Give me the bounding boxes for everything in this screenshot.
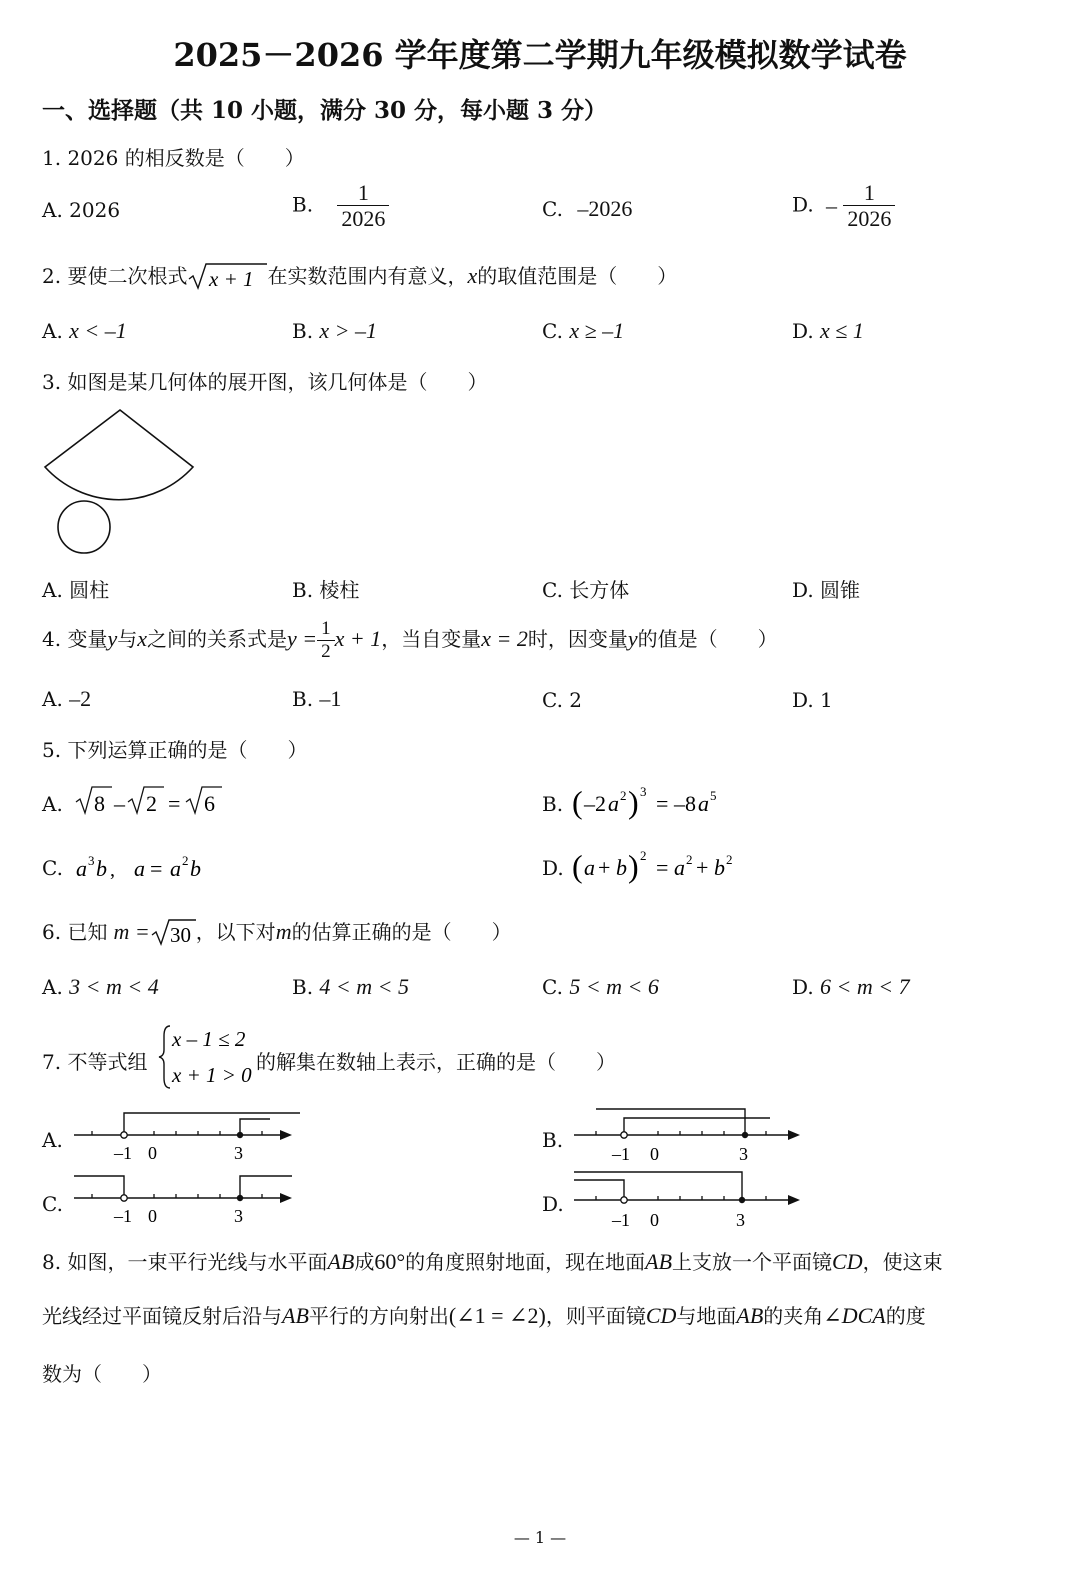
q7-stem-1: 7. 不等式组 — [42, 1050, 148, 1074]
q4-text-3: 之间的关系式是 — [146, 626, 287, 651]
q8-line-2 — [42, 1300, 926, 1329]
q2-b-label: B. — [292, 319, 314, 343]
svg-text:=: = — [150, 856, 163, 881]
q7-a-label: A. — [42, 1128, 63, 1152]
q6-text-2: ，以下对 — [195, 920, 276, 944]
svg-text:=: = — [168, 791, 181, 816]
svg-text:6: 6 — [204, 791, 215, 816]
q6-option-a — [42, 974, 159, 1000]
svg-text:–2: –2 — [584, 791, 606, 816]
svg-text:a: a — [698, 791, 709, 816]
q2-stem-mid: 在实数范围内有意义， — [267, 264, 468, 288]
svg-text:(: ( — [572, 848, 583, 884]
q2-option-c — [542, 318, 624, 344]
svg-text:3: 3 — [640, 784, 647, 799]
q4-frac-num: 1 — [317, 618, 335, 641]
q4-text-2: 与 — [117, 626, 138, 651]
q2-option-b — [292, 318, 377, 344]
q2-a-label: A. — [42, 319, 63, 343]
svg-text:+: + — [598, 855, 611, 880]
svg-text:): ) — [628, 784, 639, 820]
q4-option-c: C. 2 — [542, 688, 583, 712]
q6-stem — [42, 916, 512, 947]
q7-b-tick-3: 3 — [739, 1144, 748, 1164]
q8-line-1 — [42, 1246, 943, 1275]
q8-text-2: 成 — [354, 1250, 375, 1274]
q1-b-den: 2026 — [341, 206, 386, 232]
q7-d-tick-0: 0 — [650, 1210, 659, 1230]
q7-system — [158, 1022, 258, 1092]
q8-text-8: ，则平面镜 — [545, 1304, 646, 1328]
q5-b-label: B. — [542, 792, 564, 816]
q6-option-b — [292, 974, 409, 1000]
q2-stem — [42, 260, 677, 291]
q4-var-y-2: y — [627, 625, 638, 651]
q4-condition: x = 2 — [481, 625, 528, 651]
q4-option-a — [42, 686, 91, 712]
q6-b-value: 4 < m < 5 — [319, 974, 410, 999]
q8-text-7: 平行的方向射出 — [308, 1304, 449, 1328]
q8-ab-2: AB — [645, 1249, 673, 1274]
svg-text:–8: –8 — [674, 791, 696, 816]
q1-d-den: 2026 — [847, 206, 892, 232]
q8-cd-2: CD — [645, 1303, 677, 1328]
q8-text-4: 上支放一个平面镜 — [672, 1250, 833, 1274]
q2-b-value: x > –1 — [319, 318, 378, 343]
q8-ab-3: AB — [282, 1303, 309, 1328]
svg-text:8: 8 — [94, 791, 105, 816]
q7-option-c-numberline — [70, 1168, 310, 1234]
q2-radical — [187, 261, 267, 291]
svg-text:2: 2 — [146, 791, 157, 816]
svg-text:b: b — [714, 855, 725, 880]
q2-d-value: x ≤ 1 — [820, 318, 864, 343]
section-heading: 一、选择题（共 10 小题，满分 30 分，每小题 3 分） — [42, 97, 608, 124]
q5-d-label: D. — [542, 856, 564, 880]
q4-b-label: B. — [292, 687, 314, 711]
q3-stem: 3. 如图是某几何体的展开图，该几何体是（ ） — [42, 370, 488, 394]
q7-a-tick-neg1: –1 — [114, 1143, 132, 1163]
q3-option-a: A. 圆柱 — [42, 578, 110, 602]
q8-angle: 60° — [374, 1249, 406, 1274]
svg-text:(: ( — [572, 784, 583, 820]
svg-text:=: = — [656, 791, 669, 816]
q7-option-a-numberline — [70, 1102, 310, 1168]
q1-b-num: 1 — [337, 180, 389, 206]
q2-option-a — [42, 318, 127, 344]
q7-a-tick-3: 3 — [234, 1143, 243, 1163]
q6-radical — [150, 917, 196, 947]
q8-text-5: ，使这束 — [862, 1250, 943, 1274]
svg-text:2: 2 — [620, 788, 627, 803]
q8-text-1: 8. 如图，一束平行光线与水平面 — [42, 1250, 328, 1274]
q5-stem: 5. 下列运算正确的是（ ） — [42, 738, 308, 762]
q7-b-tick-neg1: –1 — [612, 1144, 630, 1164]
svg-text:b: b — [96, 856, 107, 881]
q7-c-tick-neg1: –1 — [114, 1206, 132, 1226]
q6-c-value: 5 < m < 6 — [569, 974, 659, 999]
q4-eq-lhs: y = — [286, 625, 318, 651]
q3-base-circle — [58, 501, 110, 553]
q7-option-b-numberline — [570, 1102, 810, 1168]
q7-d-tick-neg1: –1 — [612, 1210, 630, 1230]
svg-text:2: 2 — [640, 848, 647, 863]
q1-c-value: –2026 — [577, 196, 633, 221]
q7-b-tick-0: 0 — [650, 1144, 659, 1164]
q4-option-d: D. 1 — [792, 688, 833, 712]
q8-angle-dca: ∠DCA — [823, 1303, 886, 1328]
q7-d-label: D. — [542, 1192, 564, 1216]
svg-text:–: – — [114, 791, 125, 816]
q2-c-label: C. — [542, 319, 563, 343]
q2-stem-post: 的取值范围是（ ） — [477, 264, 678, 288]
q5-option-a-expr — [72, 780, 222, 820]
q4-option-b — [292, 686, 341, 712]
q1-option-c — [542, 196, 632, 222]
q7-ineq-2: x + 1 > 0 — [172, 1063, 252, 1087]
svg-text:a: a — [170, 856, 181, 881]
q5-option-b-expr — [570, 778, 740, 822]
svg-text:+: + — [696, 855, 709, 880]
q4-var-x: x — [137, 625, 147, 651]
q8-text-11: 的度 — [885, 1304, 926, 1328]
q4-eq-rhs: x + 1 — [334, 625, 382, 651]
q4-text-4: ，当自变量 — [381, 626, 482, 651]
q4-a-value: –2 — [69, 686, 92, 711]
svg-text:b: b — [190, 856, 201, 881]
q6-option-c — [542, 974, 659, 1000]
q4-text-5: 时，因变量 — [527, 626, 628, 651]
q5-option-d-expr — [570, 842, 760, 886]
q4-text-1: 4. 变量 — [42, 626, 108, 651]
q3-net-figure — [40, 405, 200, 560]
svg-text:a: a — [134, 856, 145, 881]
q8-ab-4: AB — [736, 1303, 764, 1328]
q6-radicand: 30 — [169, 923, 191, 947]
q6-var-m: m — [275, 919, 292, 944]
svg-text:b: b — [616, 855, 627, 880]
q4-var-y: y — [107, 625, 118, 651]
q4-fraction — [317, 618, 335, 663]
q6-d-label: D. — [792, 975, 814, 999]
q4-a-label: A. — [42, 687, 63, 711]
q2-radicand: x + 1 — [209, 267, 254, 291]
q3-option-c: C. 长方体 — [542, 578, 630, 602]
q6-d-value: 6 < m < 7 — [820, 974, 910, 999]
q8-text-10: 的夹角 — [763, 1304, 824, 1328]
q6-option-d — [792, 974, 910, 1000]
q2-option-d — [792, 318, 864, 344]
q6-a-value: 3 < m < 4 — [69, 974, 159, 999]
svg-text:=: = — [656, 855, 669, 880]
q4-text-6: 的值是（ ） — [637, 626, 778, 651]
page-title: 2025－2026 学年度第二学期九年级模拟数学试卷 — [173, 36, 907, 74]
svg-text:3: 3 — [88, 853, 95, 868]
q7-stem-2: 的解集在数轴上表示，正确的是（ ） — [256, 1050, 616, 1074]
q2-d-label: D. — [792, 319, 814, 343]
q6-c-label: C. — [542, 975, 563, 999]
q5-option-c-expr — [72, 846, 222, 886]
q8-text-9: 与地面 — [676, 1304, 737, 1328]
q2-c-value: x ≥ –1 — [569, 318, 625, 343]
q8-ab-1: AB — [327, 1249, 355, 1274]
q6-text-1: 6. 已知 — [42, 920, 108, 944]
q7-d-tick-3: 3 — [736, 1210, 745, 1230]
q1-option-b — [292, 180, 389, 232]
q1-option-a: A. 2026 — [42, 198, 121, 222]
q8-cd-1: CD — [832, 1249, 863, 1274]
svg-text:2: 2 — [726, 852, 733, 867]
q7-c-label: C. — [42, 1192, 63, 1216]
svg-text:): ) — [628, 848, 639, 884]
q6-a-label: A. — [42, 975, 63, 999]
q1-d-num: 1 — [843, 180, 895, 206]
q8-text-6: 光线经过平面镜反射后沿与 — [42, 1304, 282, 1328]
q5-c-label: C. — [42, 856, 63, 880]
q6-text-3: 的估算正确的是（ ） — [291, 920, 512, 944]
q6-eq: m = — [113, 919, 150, 944]
q7-ineq-1: x – 1 ≤ 2 — [172, 1027, 246, 1051]
q4-b-value: –1 — [319, 686, 342, 711]
q8-condition: (∠1 = ∠2) — [448, 1303, 546, 1328]
svg-text:2: 2 — [686, 852, 693, 867]
q1-c-label: C. — [542, 197, 563, 221]
svg-text:a: a — [76, 856, 87, 881]
q1-b-label: B. — [292, 192, 314, 217]
q5-a-label: A. — [42, 792, 63, 816]
q1-d-label: D. — [792, 192, 814, 217]
q1-stem: 1. 2026 的相反数是（ ） — [42, 146, 305, 170]
q7-a-tick-0: 0 — [148, 1143, 157, 1163]
q7-b-label: B. — [542, 1128, 564, 1152]
svg-text:a: a — [608, 791, 619, 816]
q1-option-d — [792, 180, 895, 232]
q4-frac-den: 2 — [321, 640, 331, 662]
q2-a-value: x < –1 — [69, 318, 127, 343]
page-number: — 1 — — [513, 1528, 567, 1547]
svg-text:,: , — [110, 859, 115, 881]
q4-stem — [42, 618, 778, 663]
q8-line-3: 数为（ ） — [42, 1362, 162, 1386]
q3-option-d: D. 圆锥 — [792, 578, 861, 602]
q3-option-b: B. 棱柱 — [292, 578, 360, 602]
q7-c-tick-0: 0 — [148, 1206, 157, 1226]
svg-text:5: 5 — [710, 788, 717, 803]
svg-text:2: 2 — [182, 853, 189, 868]
q1-d-sign: – — [826, 192, 838, 218]
q2-var: x — [467, 263, 478, 288]
svg-text:a: a — [674, 855, 685, 880]
q1-b-fraction — [337, 180, 389, 232]
q3-sector — [45, 410, 193, 500]
q8-text-3: 的角度照射地面，现在地面 — [405, 1250, 646, 1274]
q2-stem-pre: 2. 要使二次根式 — [42, 264, 188, 288]
q1-d-fraction — [843, 180, 895, 232]
q7-option-d-numberline — [570, 1164, 810, 1234]
q7-c-tick-3: 3 — [234, 1206, 243, 1226]
svg-text:a: a — [584, 855, 595, 880]
q6-b-label: B. — [292, 975, 314, 999]
